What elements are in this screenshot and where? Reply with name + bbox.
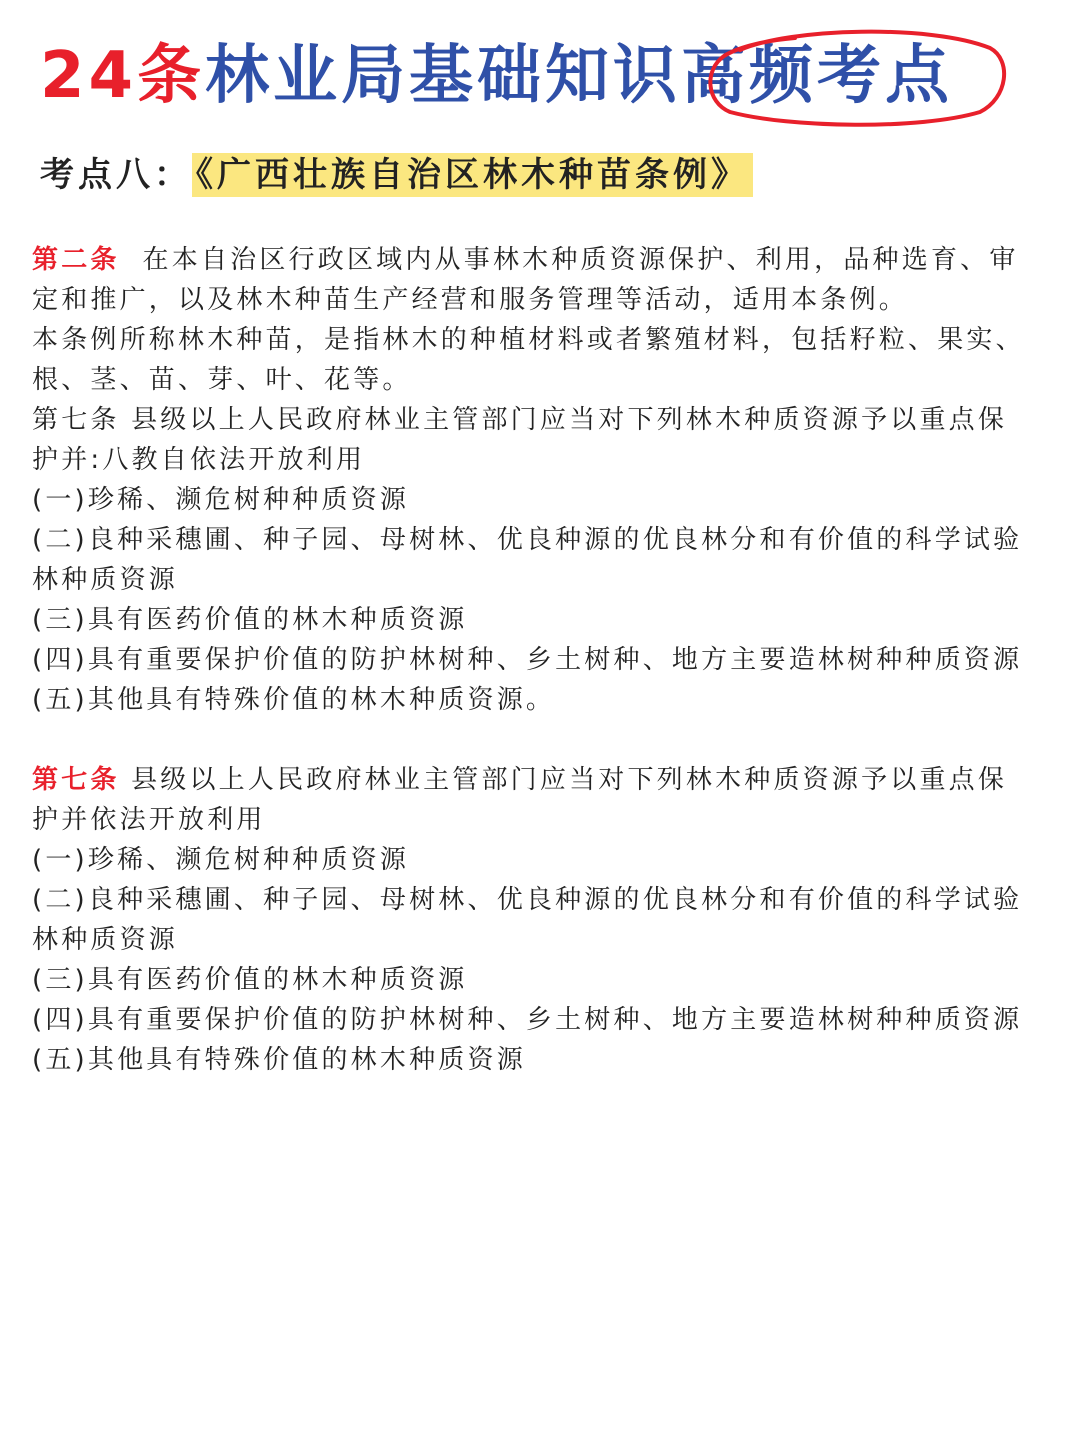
list-item: (三)具有医药价值的林木种质资源 — [32, 965, 468, 995]
list-item: (一)珍稀、濒危树种种质资源 — [32, 845, 410, 875]
list-item: (一)珍稀、濒危树种种质资源 — [32, 485, 410, 515]
title-highlight: 高频考点 — [681, 39, 954, 113]
hand-drawn-circle — [700, 20, 1010, 128]
section-spacer — [32, 720, 1032, 760]
article-2-label: 第二条 — [32, 245, 120, 275]
list-item: (五)其他具有特殊价值的林木种质资源 — [32, 1045, 526, 1075]
article-7-label: 第七条 — [32, 765, 120, 795]
list-item: (三)具有医药价值的林木种质资源 — [32, 605, 468, 635]
definition-paragraph: 本条例所称林木种苗，是指林木的种植材料或者繁殖材料，包括籽粒、果实、根、茎、苗、芽、叶、花等。 — [32, 325, 1025, 395]
article-body — [32, 240, 1032, 1080]
title-main: 林业局基础知识 — [205, 39, 682, 113]
article-2 — [32, 240, 1032, 320]
article-7 — [32, 760, 1032, 840]
subheading — [40, 148, 753, 202]
article-7-text: 县级以上人民政府林业主管部门应当对下列林木种质资源予以重点保护并依法开放利用 — [32, 765, 1008, 835]
law-title: 《广西壮族自治区林木种苗条例》 — [192, 153, 753, 197]
article-7-draft: 第七条 县级以上人民政府林业主管部门应当对下列林木种质资源予以重点保护并:八教自依法开放利用 — [32, 405, 1008, 475]
article-2-text: 在本自治区行政区域内从事林木种质资源保护、利用，品种选育、审定和推广，以及林木种苗生产经营和服务管理等活动，适用本条例。 — [32, 245, 1019, 315]
title-count: 24条 — [40, 39, 206, 113]
list-item: (四)具有重要保护价值的防护林树种、乡土树种、地方主要造林树种种质资源 — [32, 645, 1023, 675]
subheading-label: 考点八： — [40, 155, 192, 195]
list-item: (五)其他具有特殊价值的林木种质资源。 — [32, 685, 556, 715]
list-item: (四)具有重要保护价值的防护林树种、乡土树种、地方主要造林树种种质资源 — [32, 1005, 1023, 1035]
list-item: (二)良种采穗圃、种子园、母树林、优良种源的优良林分和有价值的科学试验林种质资源 — [32, 885, 1023, 955]
list-item: (二)良种采穗圃、种子园、母树林、优良种源的优良林分和有价值的科学试验林种质资源 — [32, 525, 1023, 595]
